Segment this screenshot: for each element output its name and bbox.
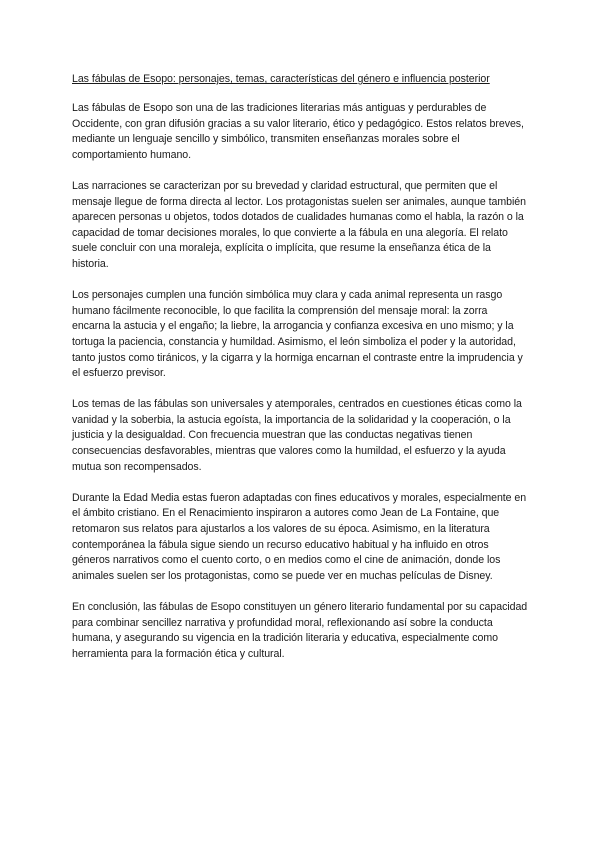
- paragraph-themes: Los temas de las fábulas son universales y atemporales, centrados en cuestiones éticas como la vanidad y la soberbia, la astucia egoísta, la importancia de la solidaridad y la cooperación, o la justicia y la desigualdad. Con frecuencia muestran que las conductas negativas tienen consecuencias desfavorables, mientras que valores como la humildad, el esfuerzo y la ayuda mutua son recompensados.: [72, 398, 522, 473]
- paragraph-introduction: Las fábulas de Esopo son una de las tradiciones literarias más antiguas y perdurables de Occidente, con gran difusión gracias a su valor literario, ético y pedagógico. Estos relatos breves, mediante un lenguaje sencillo y simbólico, transmiten enseñanzas morales sobre el comportamiento humano.: [72, 102, 524, 161]
- paragraph-influence: Durante la Edad Media estas fueron adaptadas con fines educativos y morales, especialmente en el ámbito cristiano. En el Renacimiento inspiraron a autores como Jean de La Fontaine, que retomaron sus relatos para ajustarlos a los valores de su época. Asimismo, en la literatura contemporánea la fábula sigue siendo un recurso educativo habitual y ha influido en otros géneros narrativos como el cuento corto, o en medios como el cine de animación, donde los animales suelen ser los protagonistas, como se puede ver en muchas películas de Disney.: [72, 491, 527, 582]
- document-title: Las fábulas de Esopo: personajes, temas, características del género e influencia posterior: [72, 73, 490, 85]
- paragraph-characters: Los personajes cumplen una función simbólica muy clara y cada animal representa un rasgo humano fácilmente reconocible, lo que facilita la comprensión del mensaje moral: la zorra encarna la astucia y el engaño; la liebre, la arrogancia y confianza excesiva en uno mismo; y la tortuga la paciencia, constancia y humildad. Asimismo, el león simboliza el poder y la autoridad, tanto justos como tiránicos, y la cigarra y la hormiga encarnan el contraste entre la imprudencia y el esfuerzo previsor.: [72, 289, 523, 380]
- paragraph-characteristics: Las narraciones se caracterizan por su brevedad y claridad estructural, que permiten que el mensaje llegue de forma directa al lector. Los protagonistas suelen ser animales, aunque también aparecen personas u objetos, todos dotados de cualidades humanas como el habla, la razón o la capacidad de tomar decisiones morales, lo que convierte a la fábula en una alegoría. El relato suele concluir con una moraleja, explícita o implícita, que resume la enseñanza ética de la historia.: [72, 179, 526, 270]
- document-body: [72, 72, 528, 678]
- paragraph-conclusion: En conclusión, las fábulas de Esopo constituyen un género literario fundamental por su capacidad para combinar sencillez narrativa y profundidad moral, reflexionando así sobre la conducta humana, y asegurando su vigencia en la tradición literaria y educativa, especialmente como herramienta para la formación ética y cultural.: [72, 601, 528, 660]
